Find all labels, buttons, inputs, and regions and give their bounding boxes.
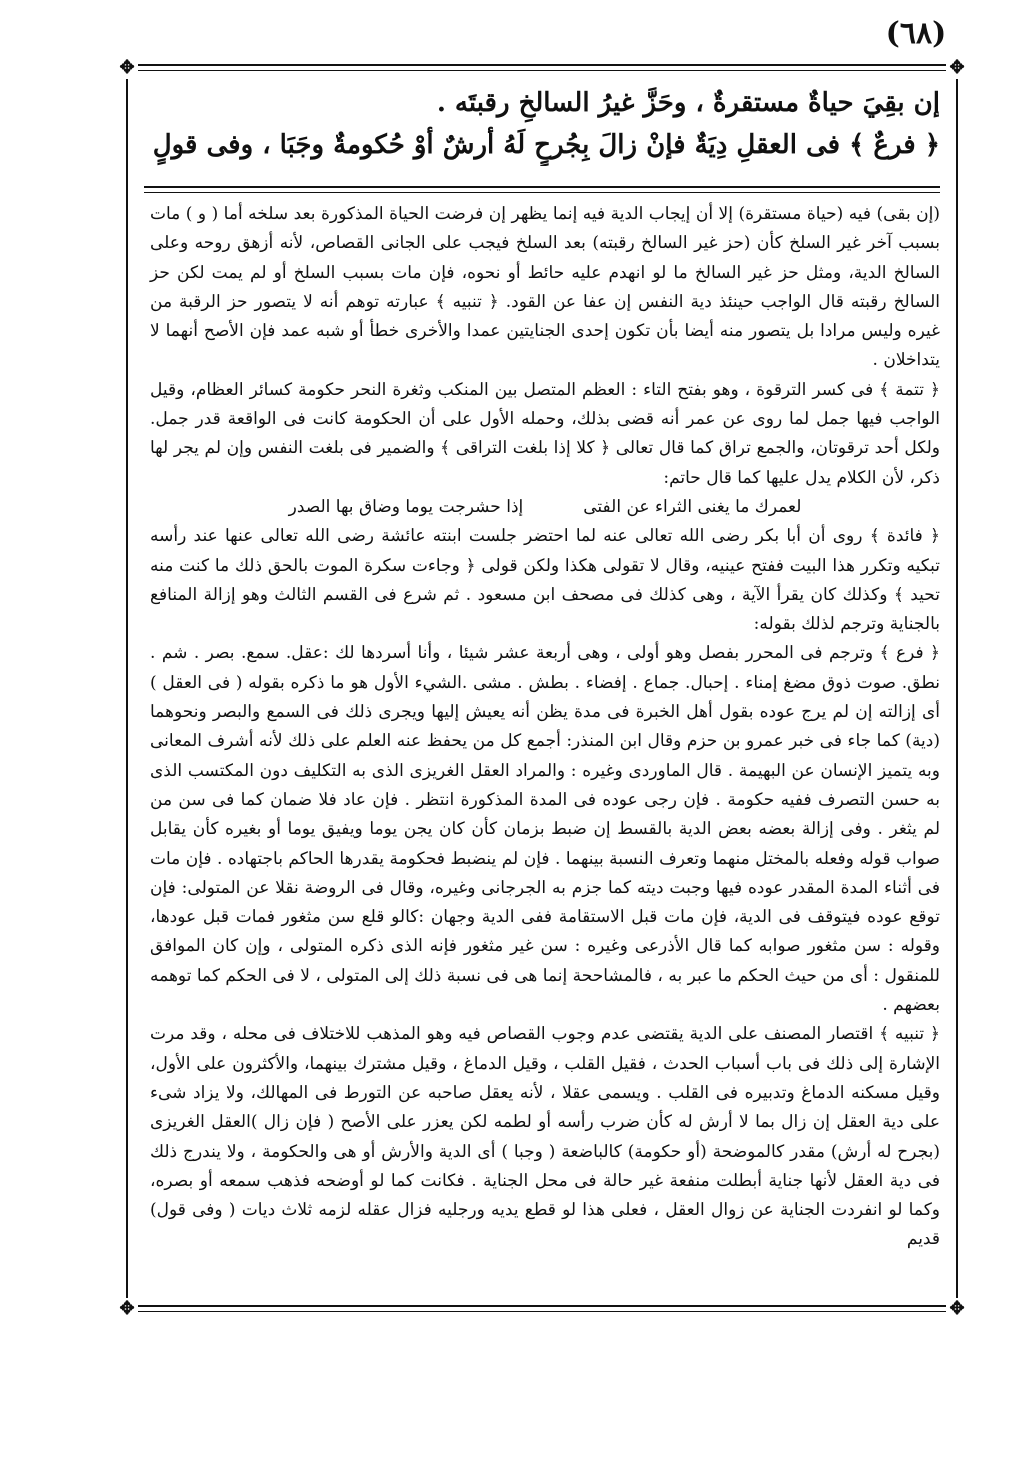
matn-line: إن بقِيَ حياةٌ مستقرةٌ ، وحَزَّ غيرُ السالخِ رقبتَه .: [436, 88, 940, 118]
commentary-paragraph: ﴿ فرع ﴾ وترجم فى المحرر بفصل وهو أولى ، وهى أربعة عشر شيئا ، وأنا أسردها لك :عقل. سمع. بصر . شم . نطق. صوت ذوق مضغ إمناء . إحبال. جماع . إفضاء . بطش . مشى .الشيء الأول هو ما ذكره بقوله ( فى العقل ) أى إزالته إن لم يرج عوده بقول أهل الخبرة فى مدة يظن أنه يعيش إليها ويجرى ذلك فى السمع والبصر ونحوهما (دية) كما جاء فى خبر عمرو بن حزم وقال ابن المنذر: أجمع كل من يحفظ عنه العلم على ذلك لأنه أشرف المعانى وبه يتميز الإنسان عن البهيمة . قال الماوردى وغيره : والمراد العقل الغريزى الذى به التكليف دون المكتسب الذى به حسن التصرف ففيه حكومة . فإن رجى عوده فى المدة المذكورة انتظر . فإن عاد فلا ضمان كما فى سن من لم يثغر . وفى إزالة بعضه بعض الدية بالقسط إن ضبط بزمان كأن كان يجن يوما ويفيق يوما أو بغيره كأن يقابل صواب قوله وفعله بالمختل منهما وتعرف النسبة بينهما . فإن لم ينضبط فحكومة يقدرها الحاكم باجتهاده . فإن مات فى أثناء المدة المقدر عوده فيها وجبت ديته كما جزم به الجرجانى وغيره، وقال فى الروضة نقلا عن المتولى: فإن توقع عوده فيتوقف فى الدية، فإن مات قبل الاستقامة ففى الدية وجهان :كالو قلع سن مثغور فمات قبل عودها، وقوله : سن مثغور صوابه كما قال الأذرعى وغيره : سن غير مثغور فإنه الذى ذكره المتولى ، وإن كان الموافق للمنقول : أى من حيث الحكم ما عبر به ، فالمشاححة إنما هى فى نسبة ذلك إلى المتولى ، لا فى الحكم كما توهمه بعضهم .: [150, 643, 940, 1016]
poetry-verse: [150, 493, 940, 522]
matn-text-block: [150, 82, 940, 166]
verse-hemistich: لعمرك ما يغنى الثراء عن الفتى: [583, 496, 802, 517]
commentary-paragraph: ﴿ تتمة ﴾ فى كسر الترقوة ، وهو بفتح التاء : العظم المتصل بين المنكب وثغرة النحر حكومة كسائر العظام، وقيل الواجب فيها جمل لما روى عن عمر أنه قضى بذلك، وحمله الأول على أن الحكومة كانت فى الواقعة قدر جمل. ولكل أحد ترقوتان، والجمع تراق كما قال تعالى ﴿ كلا إذا بلغت التراقى ﴾ والضمير فى بلغت النفس وإن لم يجر لها ذكر، لأن الكلام يدل عليها كما قال حاتم:: [150, 379, 940, 488]
commentary-paragraph: ﴿ تنبيه ﴾ اقتصار المصنف على الدية يقتضى عدم وجوب القصاص فيه وهو المذهب للاختلاف فى محله ، وقد مرت الإشارة إلى ذلك فى باب أسباب الحدث ، فقيل القلب ، وقيل الدماغ ، وقيل مشترك بينهما، والأكثرون على الأول، وقيل مسكنه الدماغ وتدبيره فى القلب . ويسمى عقلا ، لأنه يعقل صاحبه عن التورط فى المهالك، ولا يزاد شىء على دية العقل إن زال بما لا أرش له كأن ضرب رأسه أو لطمه لكن يعزر على الأصح ( فإن زال )العقل الغريزى (بجرح له أرش) مقدر كالموضحة (أو حكومة) كالباضعة ( وجبا ) أى الدية والأرش أو هى والحكومة ، ولا يندرج ذلك فى دية العقل لأنها جناية أبطلت منفعة غير حالة فى محل الجناية . فكانت كما لو أوضحه فذهب سمعه أو بصره، وكما لو انفردت الجناية عن زوال العقل ، فعلى هذا لو قطع يديه ورجليه فزال عقله لزمه ثلاث ديات ( وفى قول) قديم: [150, 1024, 940, 1250]
corner-ornament-icon: ✥: [949, 57, 965, 78]
commentary-text-block: [150, 200, 940, 1255]
corner-ornament-icon: ✥: [119, 57, 135, 78]
corner-ornament-icon: ✥: [119, 1298, 135, 1319]
verse-hemistich: إذا حشرجت يوما وضاق بها الصدر: [288, 496, 524, 517]
frame-border-bottom-inner: [138, 1311, 946, 1312]
matn-line: ﴿ فرعٌ ﴾ فى العقلِ دِيَةٌ فإنْ زالَ بِجُرحٍ لَهُ أرشٌ أوْ حُكومةٌ وجَبَا ، وفى قولٍ: [152, 130, 940, 160]
frame-border-top: [138, 64, 946, 66]
frame-border-right: [956, 79, 958, 1298]
frame-border-top-inner: [138, 70, 946, 71]
commentary-paragraph: (إن بقى) فيه (حياة مستقرة) إلا أن إيجاب الدية فيه إنما يظهر إن فرضت الحياة المذكورة بعد سلخه أما ( و ) مات بسبب آخر غير السلخ كأن (حز غير السالخ رقبته) بعد السلخ فيجب على الجانى القصاص، لأنه أزهق روحه وعلى السالخ الدية، ومثل حز غير السالخ ما لو انهدم عليه حائط أو نحوه، فإن مات بسبب السلخ أو لم يمت لكن حز السالخ رقبته قال الواجب حينئذ دية النفس إن عفا عن القود. ﴿ تنبيه ﴾ عبارته توهم أنه لا يتصور حز الرقبة من غيره وليس مرادا بل يتصور منه أيضا بأن تكون إحدى الجنايتين عمدا والأخرى خطأ أو شبه عمد فإن الأصح أنهما لا يتداخلان .: [150, 204, 940, 371]
corner-ornament-icon: ✥: [949, 1298, 965, 1319]
frame-border-bottom: [138, 1305, 946, 1307]
section-divider: [144, 186, 940, 188]
frame-border-left: [126, 79, 128, 1298]
page-number: (٦٨): [885, 16, 947, 51]
section-divider-inner: [144, 192, 940, 193]
commentary-paragraph: ﴿ فائدة ﴾ روى أن أبا بكر رضى الله تعالى عنه لما احتضر جلست ابنته عائشة رضى الله تعالى عنها عند رأسه تبكيه وتكرر هذا البيت ففتح عينيه، وقال لا تقولى هكذا ولكن قولى ﴿ وجاءت سكرة الموت بالحق ذلك ما كنت منه تحيد ﴾ وكذلك كان يقرأ الآية ، وهى كذلك فى مصحف ابن مسعود . ثم شرع فى القسم الثالث وهو إزالة المنافع بالجناية وترجم لذلك بقوله:: [150, 526, 940, 635]
